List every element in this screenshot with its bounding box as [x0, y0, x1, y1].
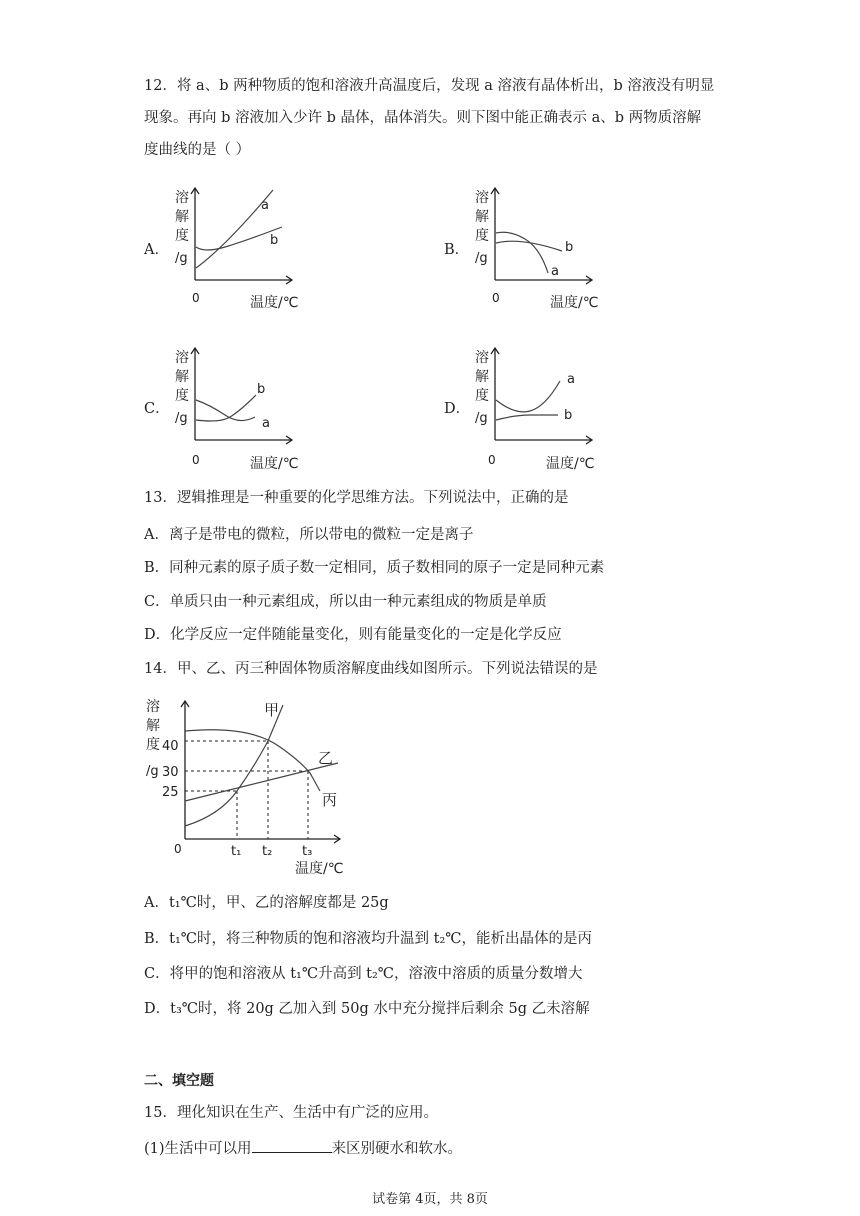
tick-t3: t₃	[302, 844, 313, 859]
label-jia: 甲	[264, 701, 280, 719]
curve-b	[496, 415, 558, 420]
y-label-4: /g	[475, 251, 488, 266]
q13-option-a: A．离子是带电的微粒，所以带电的微粒一定是离子	[144, 527, 474, 543]
tick-t2: t₂	[262, 844, 273, 859]
y-label-4: /g	[146, 764, 159, 779]
y-label-4: /g	[175, 411, 188, 426]
curve-b-label: b	[270, 233, 279, 248]
curve-a-label: a	[551, 264, 559, 279]
origin-label: 0	[192, 291, 200, 305]
origin-label: 0	[488, 453, 496, 467]
x-axis-label: 温度/℃	[550, 295, 599, 311]
curve-b-label: b	[565, 240, 574, 255]
y-label-1: 溶	[175, 350, 189, 366]
q12-stem-line3: 度曲线的是（ ）	[144, 142, 251, 158]
y-label-3: 度	[175, 388, 189, 404]
q12-graph-d	[470, 345, 610, 475]
q13-option-d: D．化学反应一定伴随能量变化，则有能量变化的一定是化学反应	[144, 627, 562, 643]
x-axis-label: 温度/℃	[295, 861, 344, 877]
x-axis-label: 温度/℃	[250, 295, 299, 311]
x-axis-label: 温度/℃	[250, 456, 299, 472]
curve-a-label: a	[567, 372, 575, 387]
y-label-1: 溶	[175, 190, 189, 206]
q13-option-c: C．单质只由一种元素组成，所以由一种元素组成的物质是单质	[144, 594, 547, 610]
y-label-3: 度	[146, 737, 160, 753]
origin-label: 0	[492, 291, 500, 305]
q14-option-b: B．t₁℃时，将三种物质的饱和溶液均升温到 t₂℃，能析出晶体的是丙	[144, 931, 592, 947]
origin-label: 0	[192, 453, 200, 467]
y-label-2: 解	[475, 209, 489, 225]
y-label-2: 解	[475, 369, 489, 385]
curve-b	[196, 395, 256, 421]
tick-40: 40	[162, 739, 179, 754]
x-axis-label: 温度/℃	[546, 456, 595, 472]
q14-option-a: A．t₁℃时，甲、乙的溶解度都是 25g	[144, 895, 389, 911]
curve-b	[496, 241, 562, 251]
q15-part1	[144, 1138, 462, 1159]
label-yi: 乙	[318, 749, 334, 767]
q12-option-b-label: B．	[444, 242, 470, 258]
q12-option-a-label: A．	[144, 242, 169, 258]
q12-graph-c	[170, 345, 310, 475]
y-label-3: 度	[475, 228, 489, 244]
q14-option-d: D．t₃℃时，将 20g 乙加入到 50g 水中充分搅拌后剩余 5g 乙未溶解	[144, 1001, 590, 1017]
q14-option-c: C．将甲的饱和溶液从 t₁℃升高到 t₂℃，溶液中溶质的质量分数增大	[144, 966, 583, 982]
y-label-4: /g	[175, 251, 188, 266]
q15-stem: 15．理化知识在生产、生活中有广泛的应用。	[144, 1105, 438, 1121]
y-label-2: 解	[175, 209, 189, 225]
origin-label: 0	[174, 842, 182, 856]
q12-stem-line2: 现象。再向 b 溶液加入少许 b 晶体，晶体消失。则下图中能正确表示 a、b 两物质溶解	[144, 110, 702, 126]
curve-b-label: b	[257, 382, 266, 397]
q12-graph-a	[170, 185, 310, 315]
page-footer: 试卷第 4页，共 8页	[372, 1192, 488, 1207]
label-bing: 丙	[322, 791, 338, 809]
q12-option-c-label: C．	[144, 401, 170, 417]
y-label-2: 解	[175, 369, 189, 385]
curve-bing	[185, 730, 320, 791]
curve-a	[496, 232, 548, 273]
q14-stem: 14．甲、乙、丙三种固体物质溶解度曲线如图所示。下列说法错误的是	[144, 661, 598, 677]
curve-a	[196, 400, 255, 421]
q14-solubility-graph	[140, 695, 360, 880]
curve-a-label: a	[261, 198, 269, 213]
tick-25: 25	[162, 785, 179, 800]
y-label-2: 解	[146, 718, 160, 734]
q13-option-b: B．同种元素的原子质子数一定相同，质子数相同的原子一定是同种元素	[144, 560, 605, 576]
q12-graph-b	[470, 185, 610, 315]
q12-option-d-label: D．	[444, 401, 471, 417]
curve-a-label: a	[262, 416, 270, 431]
y-label-1: 溶	[146, 699, 160, 715]
q15-answer-blank[interactable]	[252, 1138, 332, 1153]
y-label-1: 溶	[475, 350, 489, 366]
y-label-4: /g	[475, 411, 488, 426]
q15-part1-before: (1)生活中可以用	[144, 1141, 252, 1157]
tick-t1: t₁	[231, 844, 242, 859]
q12-stem-line1: 12．将 a、b 两种物质的饱和溶液升高温度后，发现 a 溶液有晶体析出，b 溶液没有明显	[144, 78, 715, 94]
y-label-1: 溶	[475, 190, 489, 206]
q15-part1-after: 来区别硬水和软水。	[331, 1141, 463, 1157]
curve-a	[496, 381, 560, 412]
tick-30: 30	[162, 765, 179, 780]
y-label-3: 度	[475, 388, 489, 404]
q13-stem: 13．逻辑推理是一种重要的化学思维方法。下列说法中，正确的是	[144, 490, 569, 506]
section-heading: 二、填空题	[144, 1073, 214, 1089]
curve-b-label: b	[564, 408, 573, 423]
y-label-3: 度	[175, 228, 189, 244]
